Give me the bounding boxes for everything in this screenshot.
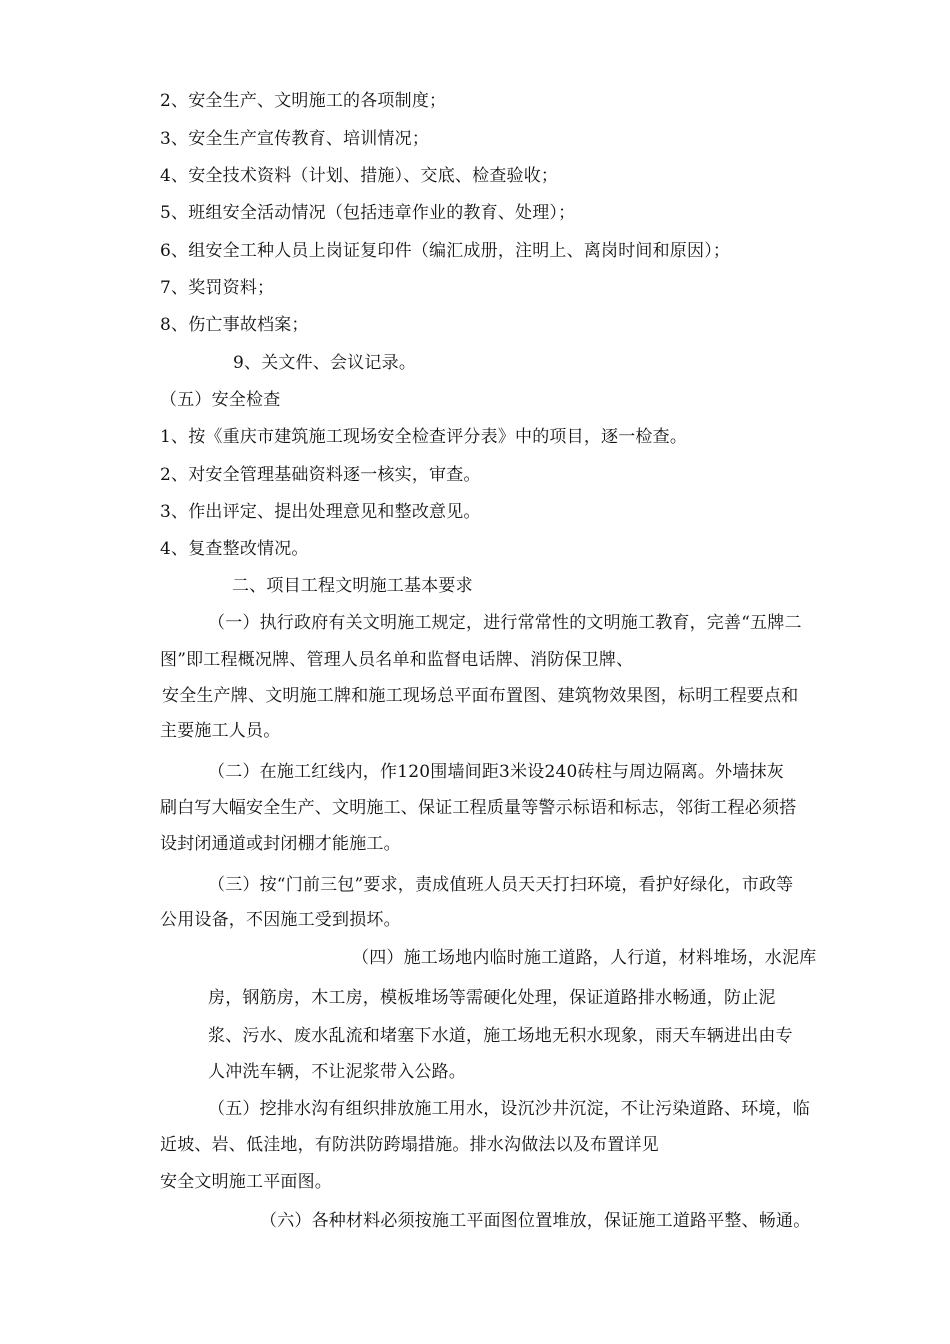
list-item: 7、奖罚资料； [160,278,275,298]
list-item: 2、对安全管理基础资料逐一核实，审查。 [160,465,481,485]
list-item: 6、组安全工种人员上岗证复印件（编汇成册，注明上、离岗时间和原因）； [160,241,731,261]
paragraph-line: （三）按“门前三包”要求，责成值班人员天天打扫环境，看护好绿化，市政等 [208,875,794,895]
paragraph-line: （一）执行政府有关文明施工规定，进行常常性的文明施工教育，完善“五牌二 [208,613,802,633]
list-item: 8、伤亡事故档案； [160,315,309,335]
list-item: 9、关文件、会议记录。 [233,353,417,373]
paragraph-line: 公用设备，不因施工受到损坏。 [160,910,401,930]
paragraph-line: 图”即工程概况牌、管理人员名单和监督电话牌、消防保卫牌、 [160,650,634,670]
list-item: 2、安全生产、文明施工的各项制度； [160,91,447,111]
paragraph-line: 浆、污水、废水乱流和堵塞下水道，施工场地无积水现象，雨天车辆进出由专 [208,1026,793,1046]
paragraph-line: （六）各种材料必须按施工平面图位置堆放，保证施工道路平整、畅通。 [260,1211,811,1231]
list-item: 3、作出评定、提出处理意见和整改意见。 [160,502,481,522]
paragraph-line: 人冲洗车辆，不让泥浆带入公路。 [208,1062,466,1082]
paragraph-line: 主要施工人员。 [160,721,281,741]
list-item: 5、班组安全活动情况（包括违章作业的教育、处理）； [160,203,576,223]
list-item: 3、安全生产宣传教育、培训情况； [160,129,430,149]
list-item: 4、复查整改情况。 [160,539,309,559]
section-heading: （五）安全检查 [160,390,281,410]
paragraph-line: （二）在施工红线内，作120围墙间距3米设240砖柱与周边隔离。外墙抹灰 [208,762,784,782]
paragraph-line: 安全文明施工平面图。 [160,1172,332,1192]
paragraph-line: 设封闭通道或封闭棚才能施工。 [160,834,401,854]
paragraph-line: （四）施工场地内临时施工道路，人行道，材料堆场，水泥库 [352,948,817,968]
paragraph-line: 安全生产牌、文明施工牌和施工现场总平面布置图、建筑物效果图，标明工程要点和 [162,686,799,706]
paragraph-line: 房，钢筋房，木工房，模板堆场等需硬化处理，保证道路排水畅通，防止泥 [208,988,776,1008]
paragraph-line: 刷白写大幅安全生产、文明施工、保证工程质量等警示标语和标志，邻街工程必须搭 [160,798,797,818]
list-item: 1、按《重庆市建筑施工现场安全检查评分表》中的项目，逐一检查。 [160,427,688,447]
paragraph-line: 近坡、岩、低洼地，有防洪防跨塌措施。排水沟做法以及布置详见 [160,1135,659,1155]
section-heading: 二、项目工程文明施工基本要求 [232,576,473,596]
list-item: 4、安全技术资料（计划、措施）、交底、检查验收； [160,166,559,186]
paragraph-line: （五）挖排水沟有组织排放施工用水，设沉沙井沉淀，不让污染道路、环境，临 [208,1099,810,1119]
